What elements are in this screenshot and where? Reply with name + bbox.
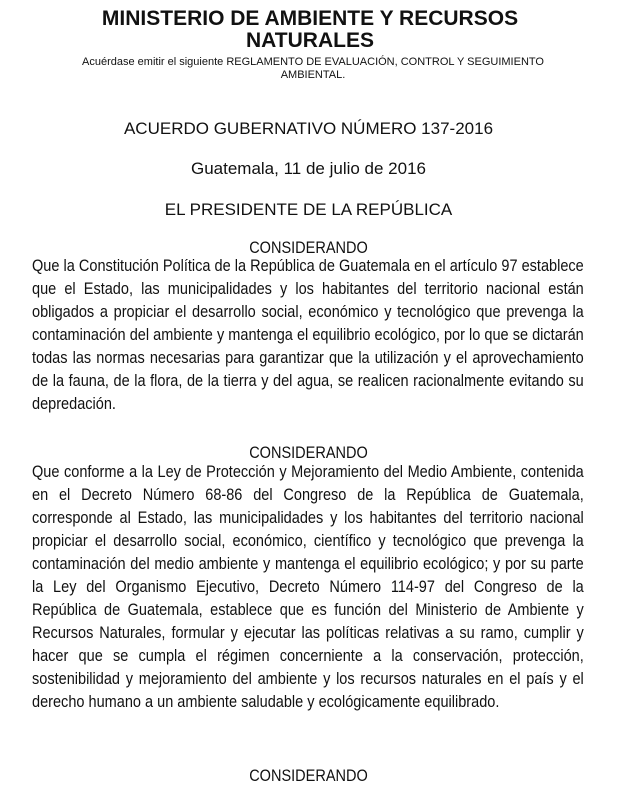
ministry-title: MINISTERIO DE AMBIENTE Y RECURSOS NATURALES xyxy=(101,7,519,52)
considerando-text-2: Que conforme a la Ley de Protección y Mejoramiento del Medio Ambiente, contenida en el Decreto Número 68-86 del Congreso de la República de Guatemala, corresponde al Estado, las municipalidades y los habitantes del territorio nacional propiciar el desarrollo social, económico, científico y tecnológico que prevenga la contaminación del medio ambiente y mantenga el equilibrio ecológico; y por su parte la Ley del Organismo Ejecutivo, Decreto Número 114-97 del Congreso de la República de Guatemala, establece que es función del Ministerio de Ambiente y Recursos Naturales, formular y ejecutar las políticas relativas a su ramo, cumplir y hacer que se cumpla el régimen concerniente a la conservación, protección, sostenibilidad y mejoramiento del ambiente y los recursos naturales en el país y el derecho humano a un ambiente saludable y ecológicamente equilibrado. xyxy=(32,463,584,711)
president-heading: EL PRESIDENTE DE LA REPÚBLICA xyxy=(164,200,453,219)
regulation-subtitle: Acuérdase emitir el siguiente REGLAMENTO DE EVALUACIÓN, CONTROL Y SEGUIMIENTO AMBIENTAL. xyxy=(82,56,544,81)
document-date: Guatemala, 11 de julio de 2016 xyxy=(190,159,427,178)
considerando-paragraph-2 xyxy=(32,461,584,714)
considerando-heading-1: CONSIDERANDO xyxy=(249,239,368,257)
considerando-heading-2: CONSIDERANDO xyxy=(249,444,368,462)
considerando-text-1: Que la Constitución Política de la República de Guatemala en el artículo 97 establece que el Estado, las municipalidades y los habitantes del territorio nacional están obligados a propiciar el desarrollo social, económico y tecnológico que prevenga la contaminación del ambiente y mantenga el equilibrio ecológico, por lo que se dictarán todas las normas necesarias para garantizar que la utilización y el aprovechamiento de la fauna, de la flora, de la tierra y del agua, se realicen racionalmente evitando su depredación. xyxy=(32,257,584,413)
acuerdo-number: ACUERDO GUBERNATIVO NÚMERO 137-2016 xyxy=(123,119,494,138)
considerando-heading-3: CONSIDERANDO xyxy=(249,767,368,785)
considerando-paragraph-1 xyxy=(32,255,584,416)
